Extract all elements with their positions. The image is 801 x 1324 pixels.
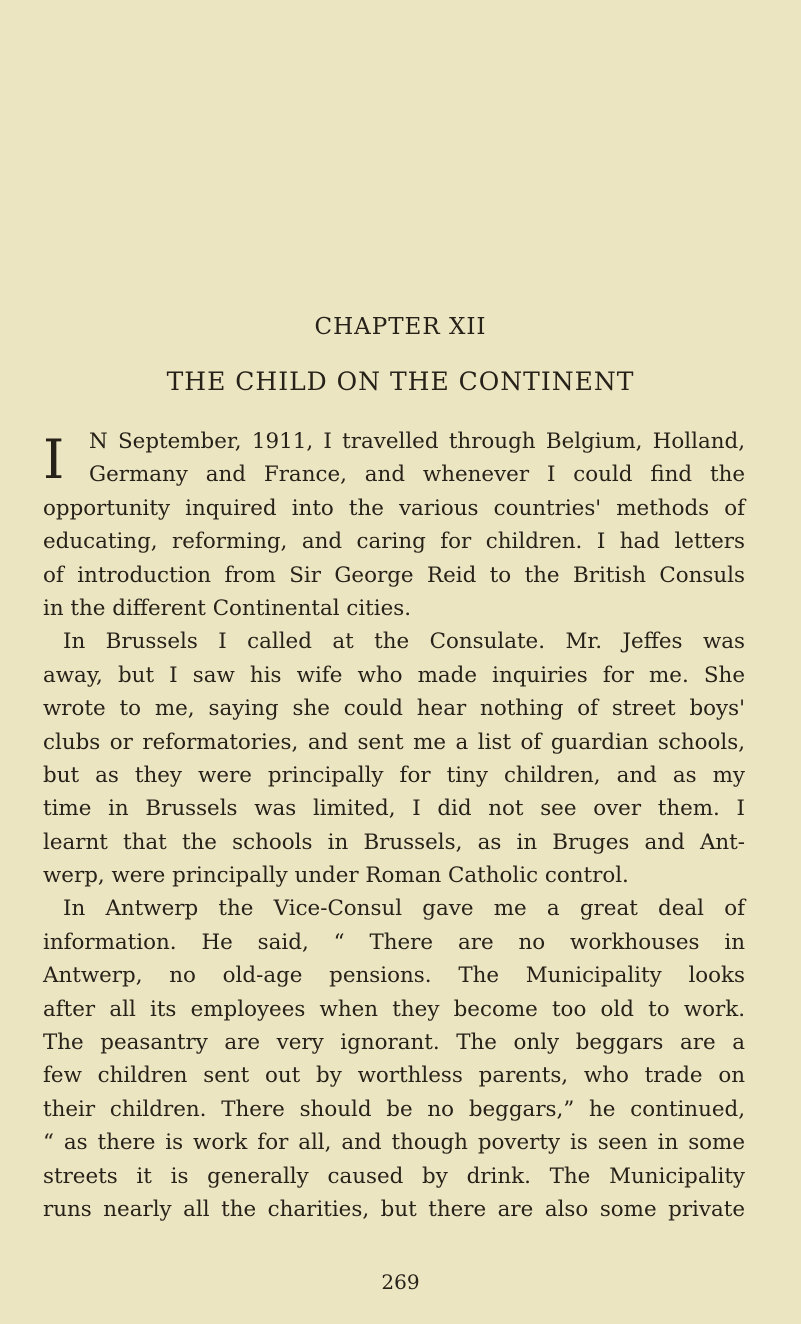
text-line: few children sent out by worthless parents, who trade on (43, 1063, 745, 1089)
text-line: Antwerp, no old-age pensions. The Municipality looks (43, 963, 745, 989)
text-line: information. He said, “ There are no workhouses in (43, 929, 745, 955)
chapter-title: THE CHILD ON THE CONTINENT (166, 367, 635, 396)
text-line: learnt that the schools in Brussels, as in Bruges and Ant- (43, 829, 745, 855)
text-line: N September, 1911, I travelled through Belgium, Holland, (89, 429, 745, 454)
text-line: In Brussels I called at the Consulate. Mr. Jeffes was (63, 629, 745, 655)
text-line: away, but I saw his wife who made inquiries for me. She (43, 662, 745, 688)
text-line: in the different Continental cities. (43, 595, 412, 621)
page-number: 269 (381, 1270, 420, 1294)
text-line: streets it is generally caused by drink. The Municipality (43, 1163, 745, 1189)
text-line: werp, were principally under Roman Catholic control. (43, 863, 629, 889)
text-line: Germany and France, and whenever I could find the (89, 462, 745, 488)
body-text (43, 425, 745, 1226)
text-line: their children. There should be no beggars,” he continued, (43, 1096, 745, 1122)
text-line: clubs or reformatories, and sent me a list of guardian schools, (43, 729, 745, 755)
text-line: of introduction from Sir George Reid to the British Consuls (43, 562, 745, 588)
text-line: “ as there is work for all, and though poverty is seen in some (43, 1130, 745, 1156)
text-line: but as they were principally for tiny children, and as my (43, 762, 745, 788)
text-line: time in Brussels was limited, I did not see over them. I (43, 796, 745, 822)
text-line: educating, reforming, and caring for children. I had letters (43, 529, 745, 555)
text-line: In Antwerp the Vice-Consul gave me a great deal of (63, 896, 745, 922)
drop-cap: I (43, 428, 65, 491)
text-line: wrote to me, saying she could hear nothing of street boys' (43, 696, 745, 722)
text-line: runs nearly all the charities, but there are also some private (43, 1196, 745, 1222)
chapter-number: CHAPTER XII (314, 314, 487, 340)
text-line: opportunity inquired into the various countries' methods of (43, 495, 745, 521)
text-line: The peasantry are very ignorant. The only beggars are a (43, 1030, 745, 1056)
text-line: after all its employees when they become too old to work. (43, 996, 745, 1022)
